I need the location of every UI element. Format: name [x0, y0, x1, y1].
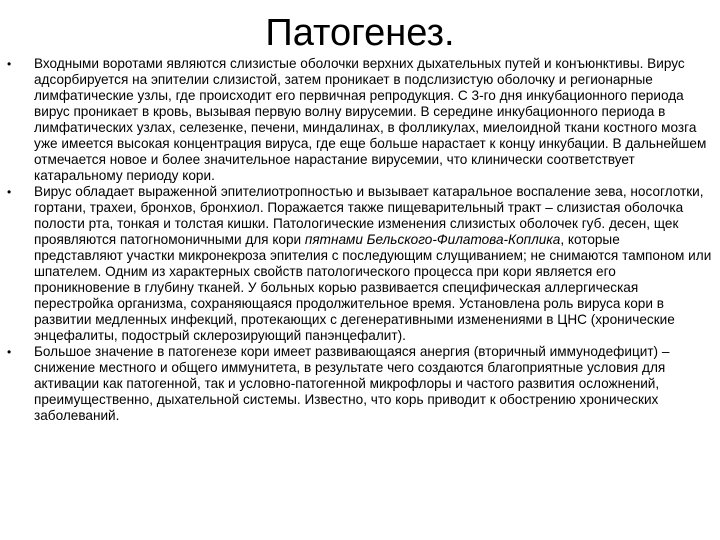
bullet-text-part: , которые представляют участки микронекроза эпителия с последующим слущиванием; не снимаются тампоном или шпателем. Одним из характерных свойств патологического процесса при кори является его проникновение в глубину тканей. У больных корью развивается специфическая аллергическая перестройка организма, сохраняющаяся продолжительное время. Установлена роль вируса кори в развитии медленных инфекций, протекающих с дегенеративными изменениями в ЦНС (хронические энцефалиты, подострый склерозирующий панэнцефалит).	[34, 232, 712, 343]
bullet-item-1	[0, 56, 720, 184]
bullet-icon: •	[7, 57, 12, 71]
bullet-text: Большое значение в патогенезе кори имеет развивающаяся анергия (вторичный иммунодефицит) – снижение местного и общего иммунитета, в результате чего создаются благоприятные условия для активации как патогенной, так и условно-патогенной микрофлоры и частого развития осложнений, преимущественно, дыхательной системы. Известно, что корь приводит к обострению хронических заболеваний.	[34, 344, 670, 423]
bullet-text-part: Вирус обладает выраженной эпителиотропностью и вызывает катаральное воспаление зева, носоглотки, гортани, трахеи, бронхов, бронхиол. Поражается также пищеварительный тракт – слизистая оболочка полости рта, тонкая и толстая кишки. Патологические изменения слизистых оболочек губ. десен, щек проявляются патогномоничными для кори	[34, 184, 704, 247]
bullet-item-3	[0, 344, 720, 424]
bullet-text	[34, 184, 712, 344]
slide-title: Патогенез.	[265, 12, 455, 54]
bullet-text: Входными воротами являются слизистые оболочки верхних дыхательных путей и конъюнктивы. Вирус адсорбируется на эпителии слизистой, затем проникает в подслизистую оболочку и регионарные лимфатические узлы, где происходит его первичная репродукция. С 3-го дня инкубационного периода вирус проникает в кровь, вызывая первую волну вирусемии. В середине инкубационного периода в лимфатических узлах, селезенке, печени, миндалинах, в фолликулах, миелоидной ткани костного мозга уже имеется высокая концентрация вируса, где еще больше нарастает к концу инкубации. В дальнейшем отмечается новое и более значительное нарастание вирусемии, что клинически соответствует катаральному периоду кори.	[34, 56, 707, 183]
bullet-emphasis: пятнами Бельского-Филатова-Коплика	[304, 232, 561, 247]
bullet-list	[0, 56, 720, 424]
bullet-icon: •	[7, 345, 12, 359]
bullet-icon: •	[7, 185, 12, 199]
bullet-item-2	[0, 184, 720, 344]
